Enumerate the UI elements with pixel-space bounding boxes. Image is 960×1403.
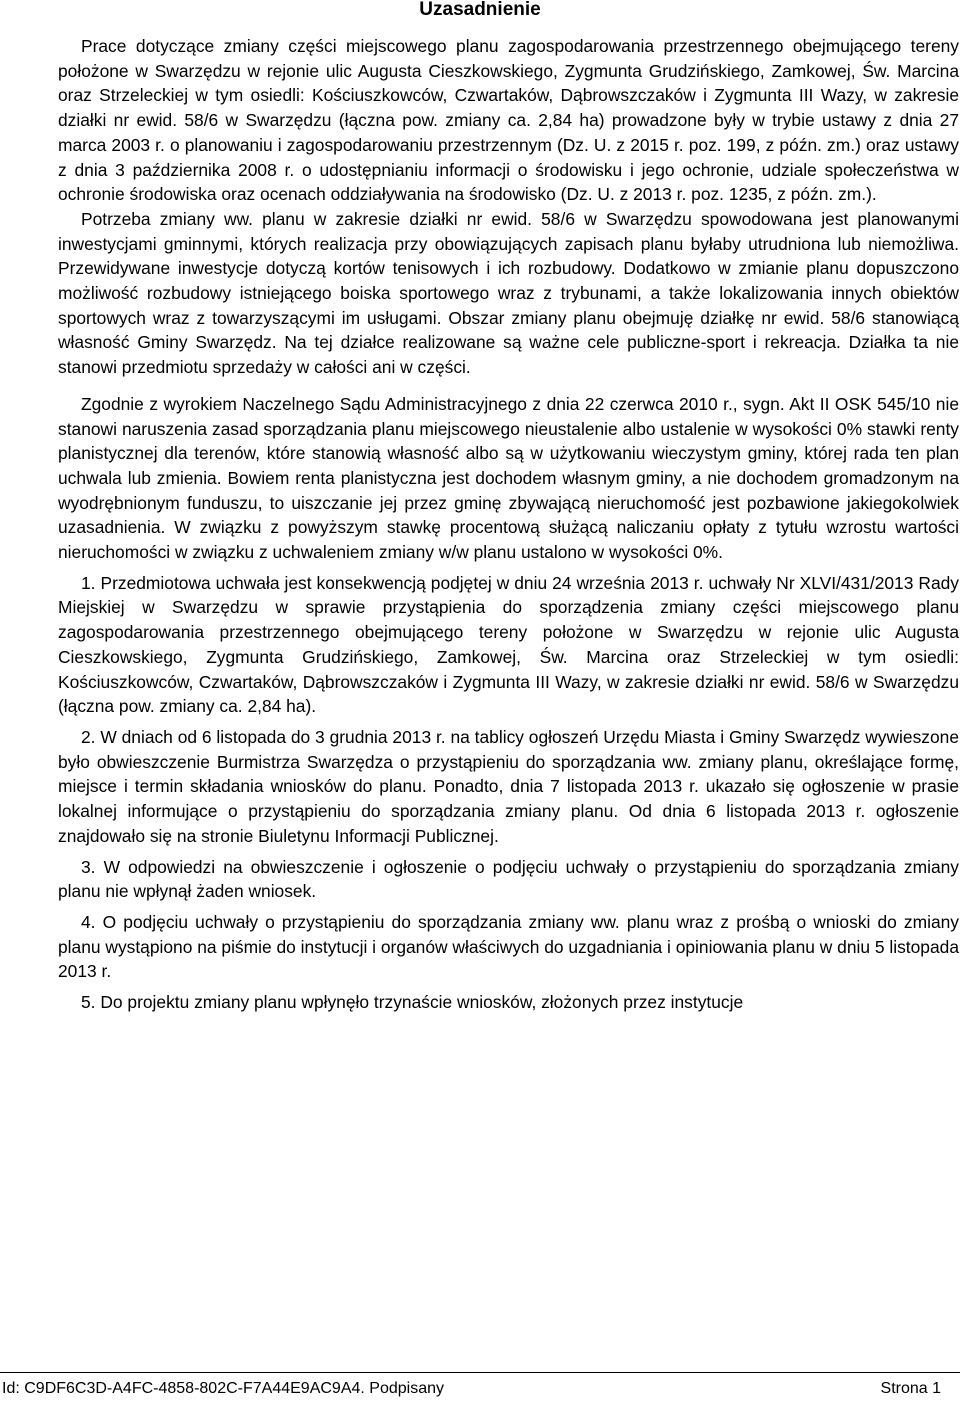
footer-divider xyxy=(0,1372,960,1373)
paragraph-intro: Prace dotyczące zmiany części miejscowego planu zagospodarowania przestrzennego obejmującego tereny położone w Swarzędzu w rejonie ulic Augusta Cieszkowskiego, Zygmunta Grudzińskiego, Zamkowej, Św. Marcina oraz Strzeleckiej w tym osiedli: Kościuszkowców, Czwartaków, Dąbrowszczaków i Zygmunta III Wazy, w zakresie działki nr ewid. 58/6 w Swarzędzu (łączna pow. zmiany ca. 2,84 ha) prowadzone były w trybie ustawy z dnia 27 marca 2003 r. o planowaniu i zagospodarowaniu przestrzennym (Dz. U. z 2015 r. poz. 199, z późn. zm.) oraz ustawy z dnia 3 października 2008 r. o udostępnianiu informacji o środowisku i jego ochronie, udziale społeczeństwa w ochronie środowiska oraz ocenach oddziaływania na środowisko (Dz. U. z 2013 r. poz. 1235, z późn. zm.). xyxy=(58,36,959,205)
paragraph-item-1: 1. Przedmiotowa uchwała jest konsekwencją podjętej w dniu 24 września 2013 r. uchwały Nr XLVI/431/2013 Rady Miejskiej w Swarzędzu w sprawie przystąpienia do sporządzenia zmiany części miejscowego planu zagospodarowania przestrzennego obejmującego tereny położone w Swarzędzu w rejonie ulic Augusta Cieszkowskiego, Zygmunta Grudzińskiego, Zamkowej, Św. Marcina oraz Strzeleckiej w tym osiedli: Kościuszkowców, Czwartaków, Dąbrowszczaków i Zygmunta III Wazy, w zakresie działki nr ewid. 58/6 w Swarzędzu (łączna pow. zmiany ca. 2,84 ha). xyxy=(58,572,959,717)
footer-page-number: Strona 1 xyxy=(880,1380,941,1397)
paragraph-ruling: Zgodnie z wyrokiem Naczelnego Sądu Administracyjnego z dnia 22 czerwca 2010 r., sygn. Akt II OSK 545/10 nie stanowi naruszenia zasad sporządzania planu miejscowego nieustalenie albo ustalenie w wysokości 0% stawki renty planistycznej dla terenów, które stanowią własność albo są w użytkowaniu wieczystym gminy, której rada ten plan uchwala lub zmienia. Bowiem renta planistyczna jest dochodem własnym gminy, a nie dochodem gromadzonym na wyodrębnionym funduszu, to uiszczanie jej przez gminę zbywającą nieruchomość jest pozbawione jakiegokolwiek uzasadnienia. W związku z powyższym stawkę procentową służącą naliczaniu opłaty z tytułu wzrostu wartości nieruchomości w związku z uchwaleniem zmiany w/w planu ustalono w wysokości 0%. xyxy=(58,393,959,563)
document-body xyxy=(58,34,959,1015)
paragraph-item-2: 2. W dniach od 6 listopada do 3 grudnia 2013 r. na tablicy ogłoszeń Urzędu Miasta i Gminy Swarzędz wywieszone było obwieszczenie Burmistrza Swarzędza o przystąpieniu do sporządzania ww. zmiany planu, określające formę, miejsce i termin składania wniosków do planu. Ponadto, dnia 7 listopada 2013 r. ukazało się ogłoszenie w prasie lokalnej informujące o przystąpieniu do sporządzania zmiany planu. Od dnia 6 listopada 2013 r. ogłoszenie znajdowało się na stronie Biuletynu Informacji Publicznej. xyxy=(58,726,959,846)
paragraph-item-3: 3. W odpowiedzi na obwieszczenie i ogłoszenie o podjęciu uchwały o przystąpieniu do sporządzania zmiany planu nie wpłynął żaden wniosek. xyxy=(58,856,959,902)
paragraph-item-5: 5. Do projektu zmiany planu wpłynęło trzynaście wniosków, złożonych przez instytucje xyxy=(81,992,744,1013)
document-title: Uzasadnienie xyxy=(419,0,541,20)
paragraph-item-4: 4. O podjęciu uchwały o przystąpieniu do sporządzania zmiany ww. planu wraz z prośbą o wnioski do zmiany planu wystąpiono na piśmie do instytucji i organów właściwych do uzgadniania i opiniowania planu w dniu 5 listopada 2013 r. xyxy=(58,911,959,982)
footer-document-id: Id: C9DF6C3D-A4FC-4858-802C-F7A44E9AC9A4. Podpisany xyxy=(2,1380,444,1397)
paragraph-need: Potrzeba zmiany ww. planu w zakresie działki nr ewid. 58/6 w Swarzędzu spowodowana jest planowanymi inwestycjami gminnymi, których realizacja przy obowiązujących zapisach planu byłaby utrudniona lub niemożliwa. Przewidywane inwestycje dotyczą kortów tenisowych i ich rozbudowy. Dodatkowo w zmianie planu dopuszczono możliwość rozbudowy istniejącego boiska sportowego wraz z trybunami, a także lokalizowania innych obiektów sportowych wraz z towarzyszącymi im usługami. Obszar zmiany planu obejmuję działkę nr ewid. 58/6 stanowiącą własność Gminy Swarzędz. Na tej działce realizowane są ważne cele publiczne-sport i rekreacja. Działka ta nie stanowi przedmiotu sprzedaży w całości ani w części. xyxy=(58,208,959,378)
